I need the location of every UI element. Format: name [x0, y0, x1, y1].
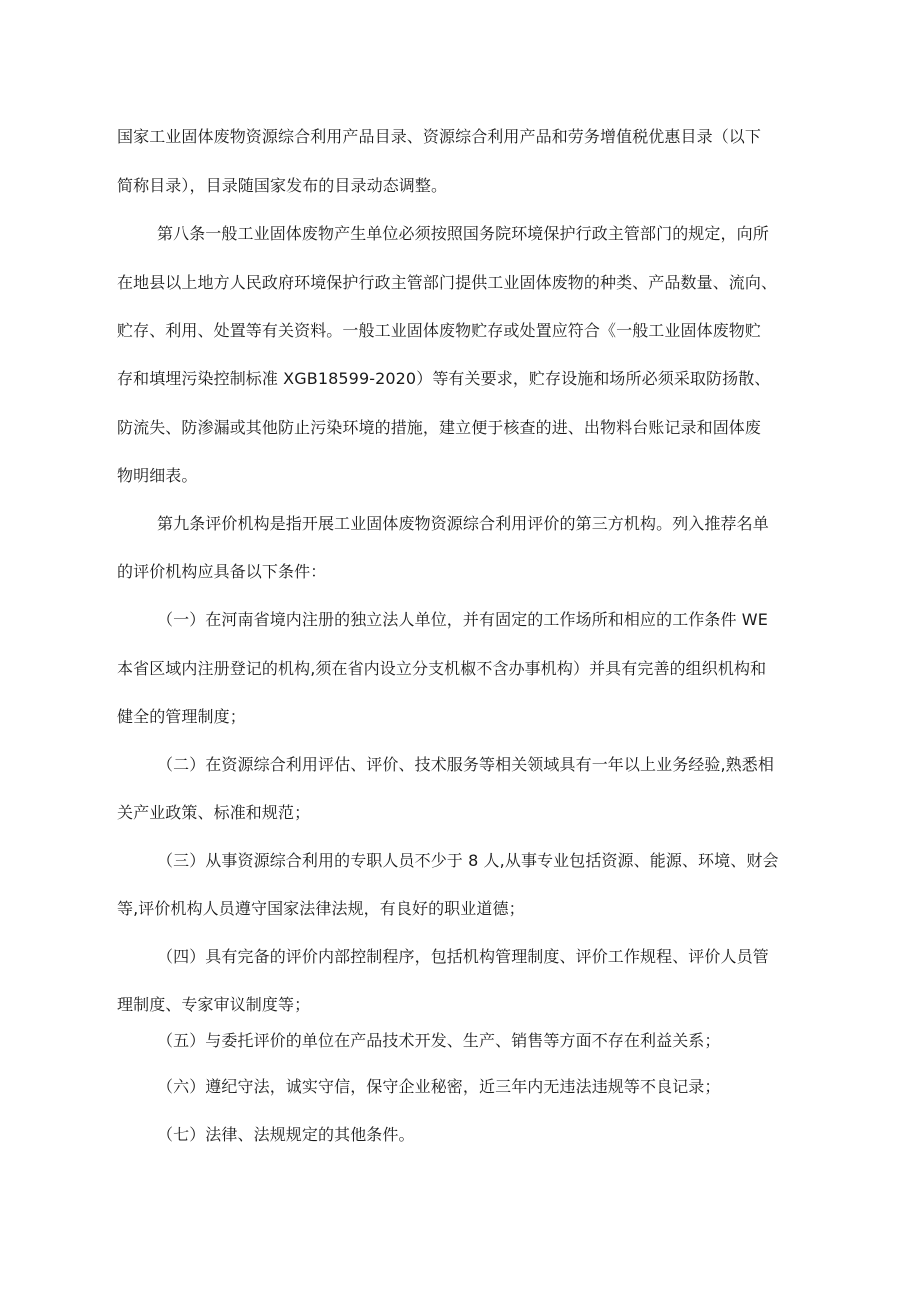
text-line: 第九条评价机构是指开展工业固体废物资源综合利用评价的第三方机构。列入推荐名单 [157, 514, 769, 533]
text-line: 健全的管理制度； [117, 707, 246, 726]
text-line: 防流失、防渗漏或其他防止污染环境的措施，建立便于核查的进、出物料台账记录和固体废 [117, 418, 762, 437]
text-line: （一）在河南省境内注册的独立法人单位，并有固定的工作场所和相应的工作条件 WE [157, 610, 768, 629]
text-line: （四）具有完备的评价内部控制程序，包括机构管理制度、评价工作规程、评价人员管 [157, 947, 769, 966]
text-line: （七）法律、法规规定的其他条件。 [157, 1125, 415, 1144]
text-line: 本省区域内注册登记的机构,须在省内设立分支机椒不含办事机构）并具有完善的组织机构和 [117, 659, 767, 678]
text-line: 物明细表。 [117, 466, 198, 485]
text-line: 关产业政策、标准和规范； [117, 803, 311, 822]
text-line: 国家工业固体废物资源综合利用产品目录、资源综合利用产品和劳务增值税优惠目录（以下 [117, 127, 762, 146]
text-line: （三）从事资源综合利用的专职人员不少于 8 人,从事专业包括资源、能源、环境、财会 [157, 851, 779, 870]
text-line: 存和填埋污染控制标准 XGB18599-2020）等有关要求，贮存设施和场所必须采取防扬散、 [117, 369, 771, 388]
text-line: 简称目录），目录随国家发布的目录动态调整。 [117, 176, 448, 195]
text-line: 理制度、专家审议制度等； [117, 995, 311, 1014]
text-line: 在地县以上地方人民政府环境保护行政主管部门提供工业固体废物的种类、产品数量、流向、 [117, 273, 778, 292]
text-line: 的评价机构应具备以下条件： [117, 562, 327, 581]
text-line: （二）在资源综合利用评估、评价、技术服务等相关领域具有一年以上业务经验,熟悉相 [157, 755, 774, 774]
text-line: 贮存、利用、处置等有关资料。一般工业固体废物贮存或处置应符合《一般工业固体废物贮 [117, 321, 762, 340]
text-line: （五）与委托评价的单位在产品技术开发、生产、销售等方面不存在利益关系； [157, 1031, 721, 1050]
text-line: 第八条一般工业固体废物产生单位必须按照国务院环境保护行政主管部门的规定，向所 [157, 224, 769, 243]
text-line: 等,评价机构人员遵守国家法律法规，有良好的职业道德； [117, 899, 525, 918]
text-line: （六）遵纪守法，诚实守信，保守企业秘密，近三年内无违法违规等不良记录； [157, 1077, 721, 1096]
